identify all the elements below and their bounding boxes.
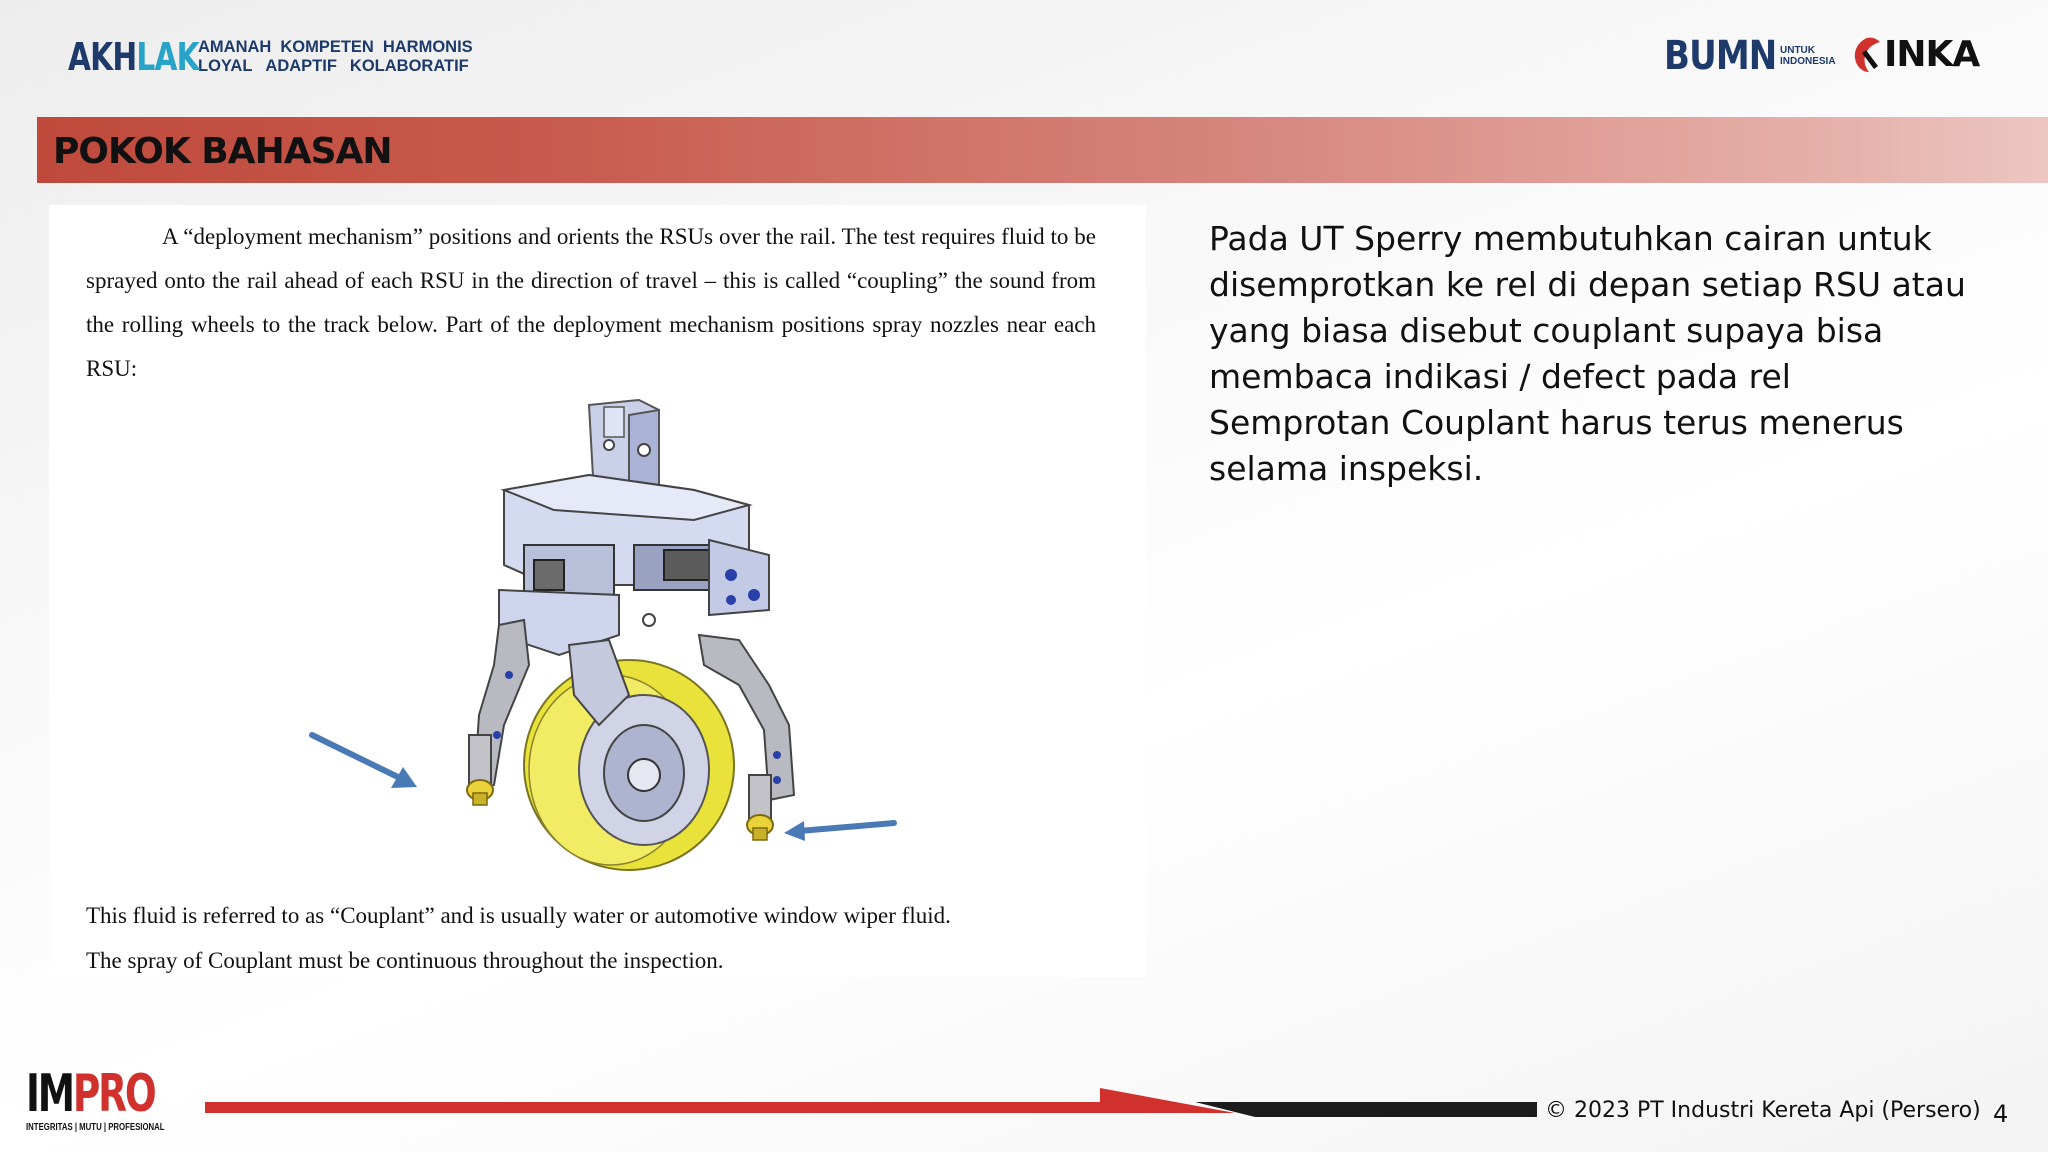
document-line: This fluid is referred to as “Couplant” and is usually water or automotive window wiper fluid. — [86, 903, 951, 928]
bumn-sub-line: UNTUK — [1780, 45, 1815, 56]
rolling-search-unit-wheel — [524, 640, 734, 870]
description-line: selama inspeksi. — [1209, 449, 1484, 488]
description-line: Pada UT Sperry membutuhkan cairan untuk — [1209, 219, 1932, 258]
impro-wordmark: IMPRO — [26, 1064, 155, 1124]
page-number: 4 — [1993, 1100, 2009, 1128]
carriage-block — [499, 475, 769, 655]
description-line: disemprotkan ke rel di depan setiap RSU atau — [1209, 265, 1966, 304]
inka-emblem-icon — [1852, 36, 1882, 74]
akhlak-values — [198, 38, 473, 76]
bumn-sub-line: INDONESIA — [1780, 56, 1836, 67]
akhlak-logo — [68, 36, 473, 78]
document-paragraph-bottom — [86, 893, 1126, 983]
footer-decorative-lines — [205, 1085, 1537, 1121]
slide-title: POKOK BAHASAN — [53, 131, 392, 172]
title-band — [37, 117, 2048, 183]
akhlak-value: AMANAH — [198, 38, 272, 56]
description-line: Semprotan Couplant harus terus menerus — [1209, 403, 1904, 442]
inka-wordmark: INKA — [1884, 34, 1980, 75]
impro-logo — [26, 1064, 188, 1136]
bumn-logo — [1664, 33, 1836, 79]
akhlak-value: HARMONIS — [382, 38, 473, 56]
akhlak-value: KOMPETEN — [280, 38, 374, 56]
left-nozzle-arm — [467, 620, 529, 805]
bumn-wordmark: BUMN — [1664, 33, 1777, 79]
description-line: yang biasa disebut couplant supaya bisa — [1209, 311, 1884, 350]
slide-description — [1209, 216, 1989, 492]
akhlak-value: LOYAL — [198, 57, 253, 75]
akhlak-value: ADAPTIF — [265, 57, 337, 75]
impro-tagline: INTEGRITAS | MUTU | PROFESIONAL — [26, 1122, 165, 1133]
inka-logo — [1852, 34, 1979, 75]
bumn-subtitle — [1780, 45, 1836, 67]
document-line: The spray of Couplant must be continuous throughout the inspection. — [86, 948, 724, 973]
akhlak-wordmark: AKHLAK — [68, 35, 199, 79]
document-excerpt — [49, 205, 1146, 977]
akhlak-value: KOLABORATIF — [349, 57, 469, 75]
document-paragraph-top: A “deployment mechanism” positions and orients the RSUs over the rail. The test requires fluid to be sprayed onto the rail ahead of each RSU in the direction of travel – this is called “coupling” the sound from the rolling wheels to the track below. Part of the deployment mechanism positions spray nozzles near each RSU: — [86, 224, 1096, 381]
deployment-mechanism-illustration — [299, 395, 919, 885]
copyright-notice: © 2023 PT Industri Kereta Api (Persero) — [1545, 1098, 1981, 1123]
description-line: membaca indikasi / defect pada rel — [1209, 357, 1791, 396]
